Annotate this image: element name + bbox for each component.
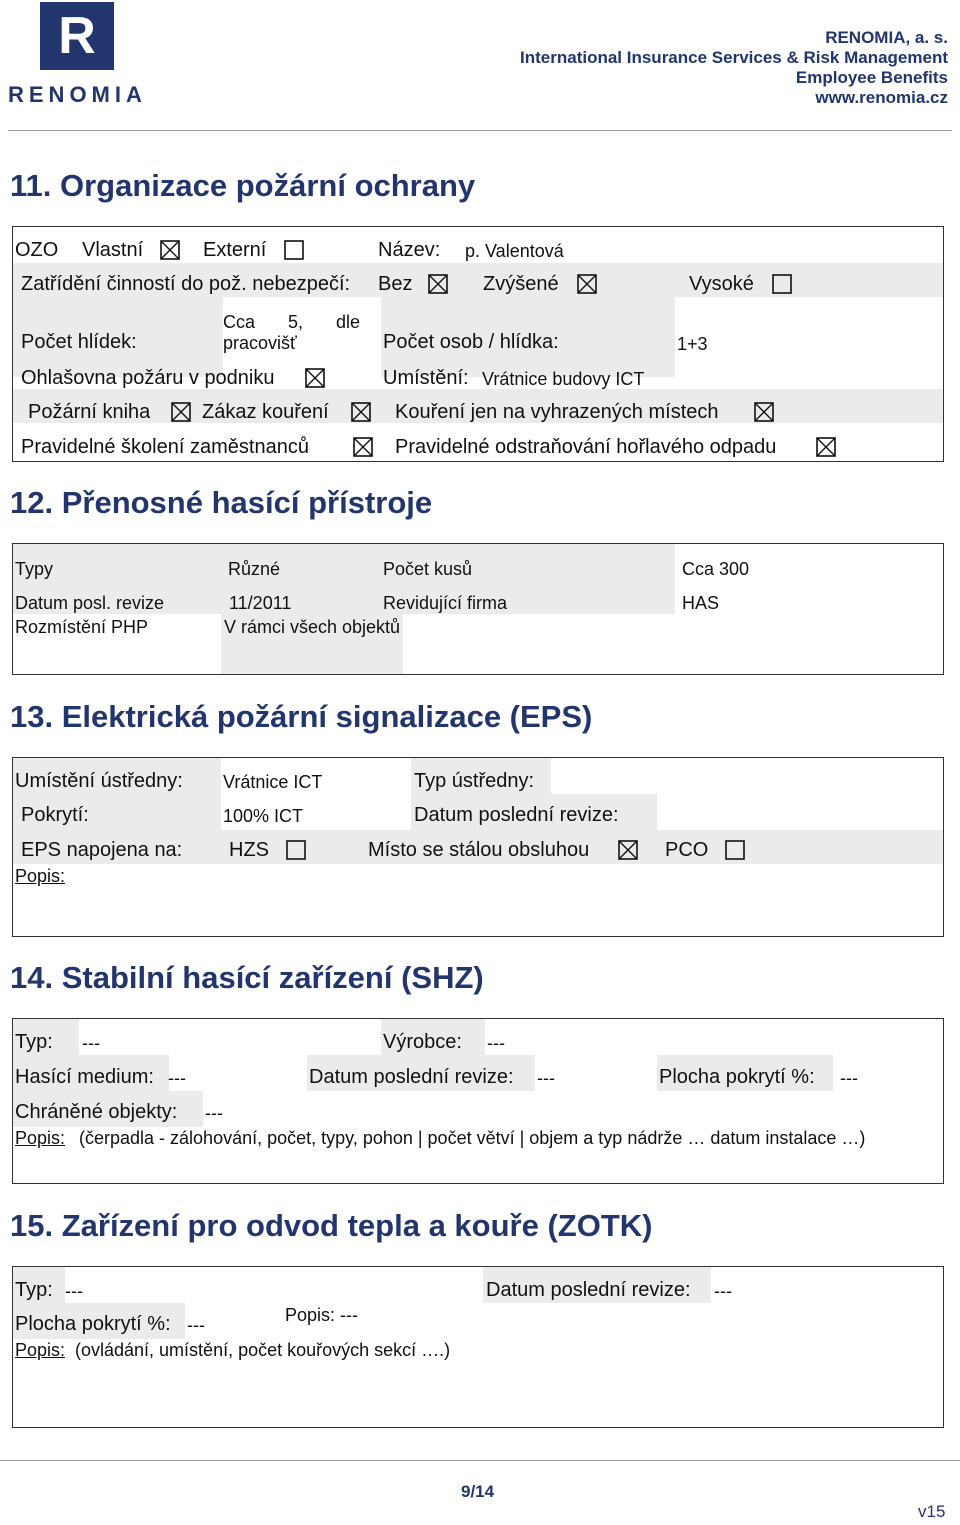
zatrideni-label: Zatřídění činností do pož. nebezpečí: <box>21 273 351 295</box>
chranene-label: Chráněné objekty: <box>15 1101 178 1123</box>
umisteni-value: Vrátnice budovy ICT <box>482 369 645 389</box>
koureni-jen-checkbox[interactable] <box>754 402 774 422</box>
zakaz-koureni-checkbox[interactable] <box>351 402 371 422</box>
header-divider <box>8 130 952 131</box>
zotk-popis-value: (ovládání, umístění, počet kouřových sekcí ….) <box>75 1340 451 1360</box>
zotk-typ-value: --- <box>65 1281 83 1301</box>
pco-checkbox[interactable] <box>725 840 745 860</box>
section-11-title: 11. Organizace požární ochrany <box>10 168 476 203</box>
pokryti-value: 100% ICT <box>223 806 304 826</box>
chranene-value: --- <box>205 1103 223 1123</box>
vlastni-checkbox[interactable] <box>160 240 180 260</box>
vysoke-label: Vysoké <box>689 273 754 295</box>
section-12-title: 12. Přenosné hasící přístroje <box>10 485 433 520</box>
ohlasovna-label: Ohlašovna požáru v podniku <box>21 367 275 389</box>
pokryti-label: Pokrytí: <box>21 804 89 826</box>
ustredna-umisteni-label: Umístění ústředny: <box>15 770 183 792</box>
ohlasovna-checkbox[interactable] <box>305 368 325 388</box>
zotk-typ-label: Typ: <box>15 1279 53 1301</box>
header-web-link[interactable]: www.renomia.cz <box>815 88 948 107</box>
vyrobce-value: --- <box>487 1033 505 1053</box>
vysoke-checkbox[interactable] <box>772 274 792 294</box>
odstranovani-checkbox[interactable] <box>816 437 836 457</box>
misto-obsluha-checkbox[interactable] <box>618 840 638 860</box>
shz-datum-revize-value: --- <box>537 1068 555 1088</box>
zakaz-koureni-label: Zákaz kouření <box>202 401 329 423</box>
typy-label: Typy <box>15 559 54 579</box>
header-company: RENOMIA, a. s. <box>825 28 948 47</box>
pocet-kusu-label: Počet kusů <box>383 559 473 579</box>
shz-typ-label: Typ: <box>15 1031 53 1053</box>
datum-revize-value: 11/2011 <box>229 593 292 613</box>
koureni-jen-label: Kouření jen na vyhrazených místech <box>395 401 719 423</box>
bez-label: Bez <box>378 273 413 295</box>
pco-label: PCO <box>665 839 709 861</box>
logo-mark: R <box>40 2 114 70</box>
ozo-label: OZO <box>15 239 59 261</box>
skoleni-label: Pravidelné školení zaměstnanců <box>21 436 309 458</box>
rozmisteni-value: V rámci všech objektů <box>224 617 401 637</box>
zvysene-label: Zvýšené <box>483 273 559 295</box>
pocet-hlidek-label: Počet hlídek: <box>21 331 137 353</box>
vyrobce-label: Výrobce: <box>383 1031 462 1053</box>
section-14-title: 14. Stabilní hasící zařízení (SHZ) <box>10 960 484 995</box>
pozarni-kniha-checkbox[interactable] <box>171 402 191 422</box>
header-benefits: Employee Benefits <box>795 68 948 87</box>
pocet-hlidek-value-cont: pracovišť <box>223 333 297 353</box>
zvysene-checkbox[interactable] <box>577 274 597 294</box>
nazev-value: p. Valentová <box>465 241 564 261</box>
zotk-popis-label: Popis: <box>15 1340 66 1360</box>
odstranovani-label: Pravidelné odstraňování hořlavého odpadu <box>395 436 777 458</box>
typy-value: Různé <box>228 559 281 579</box>
medium-value: --- <box>168 1068 186 1088</box>
section-15-title: 15. Zařízení pro odvod tepla a kouře (ZOTK) <box>10 1208 653 1243</box>
shz-popis-label: Popis: <box>15 1128 66 1148</box>
pocet-kusu-value: Cca 300 <box>682 559 750 579</box>
ustredna-umisteni-value: Vrátnice ICT <box>223 772 323 792</box>
revidujici-firma-value: HAS <box>682 593 720 613</box>
zotk-plocha-label: Plocha pokrytí %: <box>15 1313 171 1335</box>
version-label: v15 <box>918 1502 946 1521</box>
section-13-title: 13. Elektrická požární signalizace (EPS) <box>10 699 593 734</box>
eps-datum-revize-label: Datum poslední revize: <box>414 804 619 826</box>
logo <box>8 2 147 107</box>
shz-popis-value: (čerpadla - zálohování, počet, typy, pohon | počet větví | objem a typ nádrže … datum instalace …) <box>79 1128 866 1148</box>
datum-revize-label: Datum posl. revize <box>15 593 165 613</box>
nazev-label: Název: <box>378 239 441 261</box>
pocet-osob-label: Počet osob / hlídka: <box>383 331 559 353</box>
shz-typ-value: --- <box>82 1033 100 1053</box>
shz-datum-revize-label: Datum poslední revize: <box>309 1066 514 1088</box>
shz-plocha-value: --- <box>840 1068 858 1088</box>
vlastni-label: Vlastní <box>82 239 144 261</box>
footer-divider <box>0 1460 960 1461</box>
shz-plocha-label: Plocha pokrytí %: <box>659 1066 815 1088</box>
skoleni-checkbox[interactable] <box>353 437 373 457</box>
zotk-popis-inline: Popis: --- <box>285 1305 359 1325</box>
externi-checkbox[interactable] <box>284 240 304 260</box>
header-tagline: International Insurance Services & Risk Management <box>520 48 948 67</box>
pocet-osob-value: 1+3 <box>677 334 708 354</box>
zotk-datum-revize-value: --- <box>714 1281 732 1301</box>
medium-label: Hasící medium: <box>15 1066 154 1088</box>
eps-popis-label: Popis: <box>15 866 66 886</box>
zotk-plocha-value: --- <box>187 1315 205 1335</box>
logo-text: RENOMIA <box>8 82 147 107</box>
zotk-datum-revize-label: Datum poslední revize: <box>486 1279 691 1301</box>
revidujici-firma-label: Revidující firma <box>383 593 508 613</box>
pocet-hlidek-value: Cca 5, dle <box>223 312 361 332</box>
umisteni-label: Umístění: <box>383 367 469 389</box>
napojena-label: EPS napojena na: <box>21 839 183 861</box>
page-number: 9/14 <box>461 1482 495 1501</box>
typ-ustredny-label: Typ ústředny: <box>414 770 535 792</box>
hzs-label: HZS <box>229 839 269 861</box>
pozarni-kniha-label: Požární kniha <box>28 401 151 423</box>
hzs-checkbox[interactable] <box>286 840 306 860</box>
bez-checkbox[interactable] <box>428 274 448 294</box>
externi-label: Externí <box>203 239 267 261</box>
misto-obsluha-label: Místo se stálou obsluhou <box>368 839 590 861</box>
rozmisteni-label: Rozmístění PHP <box>15 617 149 637</box>
